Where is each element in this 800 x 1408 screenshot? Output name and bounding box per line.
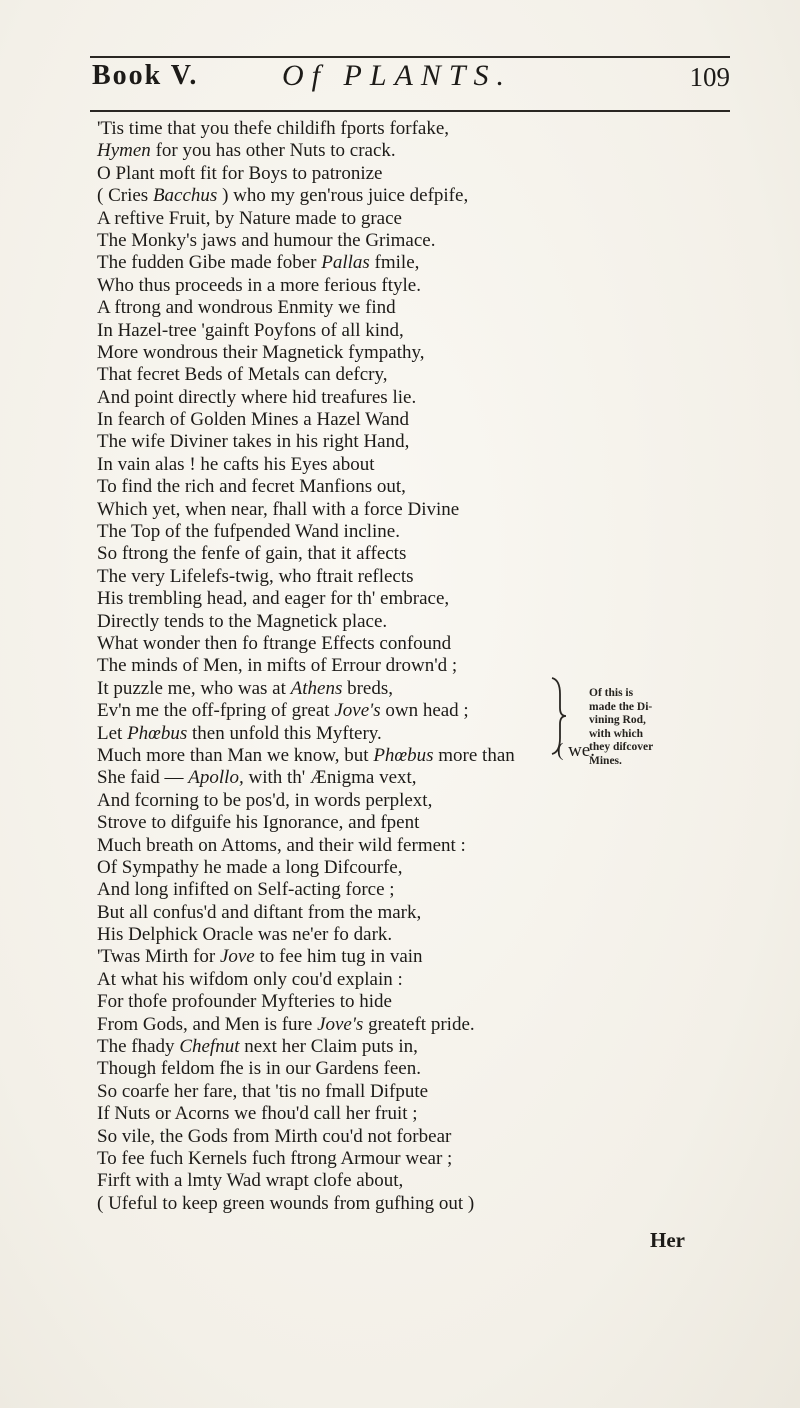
verse-line bbox=[97, 879, 657, 901]
verse-text: ) who my gen'rous juice defpife, bbox=[217, 185, 469, 207]
verse-text: to fee him tug in vain bbox=[254, 946, 423, 968]
margin-note-line: Of this is bbox=[589, 687, 634, 699]
verse-line bbox=[97, 1170, 657, 1192]
verse-line bbox=[97, 678, 657, 700]
verse-text: 'Tis time that you thefe childifh fports forfake, bbox=[97, 118, 450, 139]
italic-word: Apollo, bbox=[188, 767, 244, 789]
verse-text: The minds of Men, in mifts of Errour drown'd ; bbox=[97, 655, 458, 677]
verse-text: In Hazel-tree 'gainft Poyfons of all kind, bbox=[97, 319, 404, 341]
verse-text: The fudden Gibe made fober bbox=[97, 252, 322, 274]
verse-line bbox=[97, 835, 657, 857]
verse-text: And point directly where hid treafures lie. bbox=[97, 386, 417, 408]
running-title: Of PLANTS. bbox=[282, 59, 513, 92]
verse-text: Let bbox=[97, 722, 128, 744]
verse-text: Which yet, when near, fhall with a force Divine bbox=[97, 498, 460, 520]
verse-line bbox=[97, 655, 657, 677]
verse-text: for you has other Nuts to crack. bbox=[150, 140, 396, 162]
verse-text: Directly tends to the Magnetick place. bbox=[97, 610, 388, 632]
verse-line bbox=[97, 1126, 657, 1148]
verse-line bbox=[97, 790, 657, 812]
margin-note bbox=[589, 687, 679, 768]
italic-word: Phœbus bbox=[373, 744, 434, 766]
turnover-word: ( we. bbox=[557, 740, 595, 761]
verse-line bbox=[97, 633, 657, 655]
verse-text: own head ; bbox=[380, 700, 469, 722]
verse-line bbox=[97, 342, 657, 364]
italic-word: Bacchus bbox=[152, 185, 218, 207]
catchword: Her bbox=[650, 1228, 685, 1252]
verse-line bbox=[97, 521, 657, 543]
verse-text: Of Sympathy he made a long Difcourfe, bbox=[97, 856, 403, 878]
verse-text: She faid — bbox=[97, 767, 189, 789]
verse-line bbox=[97, 364, 657, 386]
verse-text: What wonder then fo ftrange Effects confound bbox=[97, 632, 452, 654]
verse-line bbox=[97, 499, 657, 521]
verse-text: The very Lifelefs-twig, who ftrait reflects bbox=[97, 565, 414, 587]
verse-line bbox=[97, 566, 657, 588]
verse-line bbox=[97, 700, 657, 722]
verse-text: 'Twas Mirth for bbox=[97, 946, 220, 968]
verse-text: with th' Ænigma vext, bbox=[243, 767, 417, 789]
verse-line bbox=[97, 1193, 657, 1215]
verse-text: breds, bbox=[342, 677, 394, 699]
verse-line bbox=[97, 409, 657, 431]
verse-text: next her Claim puts in, bbox=[239, 1036, 418, 1058]
verse-line bbox=[97, 387, 657, 409]
italic-word: Jove's bbox=[334, 700, 381, 722]
verse-line bbox=[97, 543, 657, 565]
verse-text: ( Cries bbox=[97, 185, 153, 207]
verse-text: The wife Diviner takes in his right Hand, bbox=[97, 431, 410, 453]
italic-word: Phœbus bbox=[127, 722, 188, 744]
margin-note-line: Mines. bbox=[589, 754, 622, 767]
verse-line bbox=[97, 185, 657, 207]
italic-word: Jove's bbox=[317, 1013, 364, 1035]
verse-text: Much more than Man we know, but bbox=[97, 744, 374, 766]
verse-text: The Top of the fufpended Wand incline. bbox=[97, 521, 400, 543]
verse-text: The Monky's jaws and humour the Grimace. bbox=[97, 229, 436, 251]
verse-line bbox=[97, 1058, 657, 1080]
verse-text: So vile, the Gods from Mirth cou'd not forbear bbox=[97, 1125, 452, 1147]
verse-text: In vain alas ! he cafts his Eyes about bbox=[97, 453, 375, 475]
verse-line bbox=[97, 431, 657, 453]
verse-text: More wondrous their Magnetick fympathy, bbox=[97, 341, 425, 363]
verse-line bbox=[97, 252, 657, 274]
verse-line bbox=[97, 118, 657, 140]
verse-line bbox=[97, 611, 657, 633]
verse-text: O Plant moft fit for Boys to patronize bbox=[97, 162, 383, 184]
verse-text: more than bbox=[433, 744, 515, 766]
verse-text: A reftive Fruit, by Nature made to grace bbox=[97, 207, 402, 229]
verse-text: Though feldom fhe is in our Gardens feen. bbox=[97, 1058, 421, 1080]
running-head: Book V. bbox=[92, 60, 199, 91]
verse-text: That fecret Beds of Metals can defcry, bbox=[97, 364, 388, 386]
verse-line bbox=[97, 991, 657, 1013]
verse-text: To fee fuch Kernels fuch ftrong Armour wear ; bbox=[97, 1147, 453, 1169]
verse-line bbox=[97, 230, 657, 252]
verse-line bbox=[97, 902, 657, 924]
verse-text: His Delphick Oracle was ne'er fo dark. bbox=[97, 924, 393, 946]
verse-line bbox=[97, 1014, 657, 1036]
margin-brace-icon bbox=[548, 676, 570, 756]
margin-note-line: vining Rod, bbox=[589, 714, 646, 726]
verse-text: To find the rich and fecret Manfions out, bbox=[97, 476, 406, 498]
verse-line bbox=[97, 946, 657, 968]
verse-text: then unfold this Myftery. bbox=[187, 722, 382, 744]
verse-text: In fearch of Golden Mines a Hazel Wand bbox=[97, 409, 410, 431]
verse-text: Ev'n me the off-fpring of great bbox=[97, 700, 335, 722]
verse-text: So coarfe her fare, that 'tis no fmall Difpute bbox=[97, 1080, 429, 1102]
verse-text: ( Ufeful to keep green wounds from gufhing out ) bbox=[97, 1192, 475, 1214]
italic-word: Chefnut bbox=[179, 1036, 240, 1058]
page-header bbox=[92, 60, 732, 104]
verse-text: Strove to difguife his Ignorance, and fpent bbox=[97, 812, 420, 834]
verse-text: It puzzle me, who was at bbox=[97, 677, 291, 699]
verse-text: For thofe profounder Myfteries to hide bbox=[97, 991, 392, 1013]
verse-text: And fcorning to be pos'd, in words perplext, bbox=[97, 789, 433, 811]
verse-line bbox=[97, 297, 657, 319]
verse-text: Who thus proceeds in a more ferious ftyle. bbox=[97, 274, 421, 296]
page-number: 109 bbox=[689, 62, 730, 92]
margin-note-line: made the Di- bbox=[589, 700, 653, 713]
verse-text: A ftrong and wondrous Enmity we find bbox=[97, 297, 396, 319]
verse-text: Firft with a lmty Wad wrapt clofe about, bbox=[97, 1170, 404, 1192]
italic-word: Athens bbox=[290, 677, 343, 699]
verse-line bbox=[97, 163, 657, 185]
verse-text: Much breath on Attoms, and their wild ferment : bbox=[97, 834, 466, 856]
verse-text: At what his wifdom only cou'd explain : bbox=[97, 968, 403, 990]
verse-line bbox=[97, 924, 657, 946]
verse-text: The fhady bbox=[97, 1036, 180, 1058]
verse-line bbox=[97, 1036, 657, 1058]
verse-text: But all confus'd and diftant from the mark, bbox=[97, 901, 422, 923]
verse-text: So ftrong the fenfe of gain, that it affects bbox=[97, 543, 407, 565]
margin-note-line: they difcover bbox=[589, 741, 654, 753]
margin-note-line: with which bbox=[589, 727, 643, 740]
verse-line bbox=[97, 767, 657, 789]
verse-line bbox=[97, 454, 657, 476]
top-rule bbox=[90, 56, 730, 58]
verse-text: fmile, bbox=[369, 252, 420, 274]
verse-body bbox=[97, 118, 657, 1215]
header-rule bbox=[90, 110, 730, 112]
verse-line bbox=[97, 812, 657, 834]
verse-line bbox=[97, 588, 657, 610]
verse-text: From Gods, and Men is fure bbox=[97, 1013, 318, 1035]
verse-text: If Nuts or Acorns we fhou'd call her fruit ; bbox=[97, 1103, 418, 1125]
verse-text: greateft pride. bbox=[363, 1013, 475, 1035]
verse-line bbox=[97, 275, 657, 297]
verse-line bbox=[97, 476, 657, 498]
verse-line bbox=[97, 857, 657, 879]
verse-text: And long infifted on Self-acting force ; bbox=[97, 879, 395, 901]
verse-line bbox=[97, 320, 657, 342]
verse-text: His trembling head, and eager for th' embrace, bbox=[97, 588, 450, 610]
verse-line bbox=[97, 1081, 657, 1103]
italic-word: Hymen bbox=[97, 140, 151, 162]
verse-line bbox=[97, 969, 657, 991]
italic-word: Pallas bbox=[321, 252, 370, 274]
italic-word: Jove bbox=[219, 946, 255, 968]
verse-line bbox=[97, 208, 657, 230]
verse-line bbox=[97, 140, 657, 162]
verse-line bbox=[97, 1103, 657, 1125]
verse-line bbox=[97, 1148, 657, 1170]
